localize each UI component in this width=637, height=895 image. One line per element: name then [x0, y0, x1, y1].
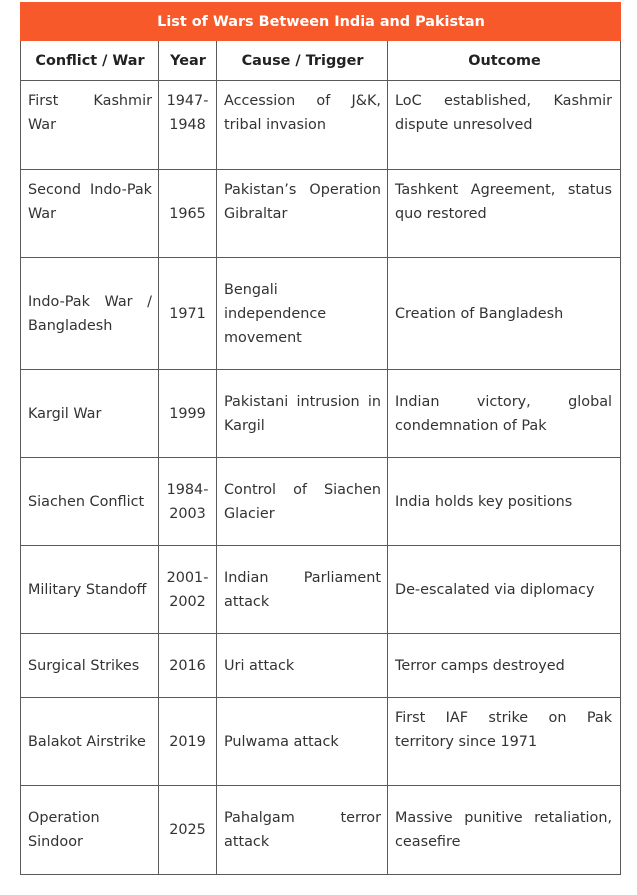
conflict-cell: Military Standoff: [21, 546, 159, 634]
column-header-year: Year: [159, 41, 217, 81]
year-cell: 2025: [159, 786, 217, 875]
conflict-cell: Operation Sindoor: [21, 786, 159, 875]
outcome-cell: First IAF strike on Pak territory since 1971: [388, 698, 621, 786]
cause-cell: Pahalgam terror attack: [217, 786, 388, 875]
year-cell: 2019: [159, 698, 217, 786]
column-header-outcome: Outcome: [388, 41, 621, 81]
outcome-cell: India holds key positions: [388, 458, 621, 546]
table-title: List of Wars Between India and Pakistan: [21, 3, 621, 41]
year-cell: 1984-2003: [159, 458, 217, 546]
table-row: [21, 458, 621, 546]
table-row: [21, 786, 621, 875]
wars-table: [20, 2, 621, 875]
year-cell: 2001-2002: [159, 546, 217, 634]
cause-cell: Indian Parliament attack: [217, 546, 388, 634]
table-header-row: [21, 41, 621, 81]
column-header-conflict: Conflict / War: [21, 41, 159, 81]
year-cell: 1965: [159, 170, 217, 258]
outcome-cell: Massive punitive retaliation, ceasefire: [388, 786, 621, 875]
conflict-cell: Siachen Conflict: [21, 458, 159, 546]
conflict-cell: Surgical Strikes: [21, 634, 159, 698]
outcome-cell: Creation of Bangladesh: [388, 258, 621, 370]
cause-cell: Accession of J&K, tribal invasion: [217, 81, 388, 170]
table-row: [21, 370, 621, 458]
conflict-cell: Balakot Airstrike: [21, 698, 159, 786]
conflict-cell: First Kashmir War: [21, 81, 159, 170]
conflict-cell: Second Indo-Pak War: [21, 170, 159, 258]
table-row: [21, 81, 621, 170]
outcome-cell: Tashkent Agreement, status quo restored: [388, 170, 621, 258]
table-row: [21, 698, 621, 786]
table-row: [21, 170, 621, 258]
table-title-row: [21, 3, 621, 41]
outcome-cell: De-escalated via diplomacy: [388, 546, 621, 634]
table-row: [21, 546, 621, 634]
year-cell: 1947-1948: [159, 81, 217, 170]
outcome-cell: LoC established, Kashmir dispute unresolved: [388, 81, 621, 170]
cause-cell: Pakistan’s Operation Gibraltar: [217, 170, 388, 258]
column-header-cause: Cause / Trigger: [217, 41, 388, 81]
conflict-cell: Kargil War: [21, 370, 159, 458]
year-cell: 1999: [159, 370, 217, 458]
table-row: [21, 258, 621, 370]
cause-cell: Pakistani intrusion in Kargil: [217, 370, 388, 458]
outcome-cell: Terror camps destroyed: [388, 634, 621, 698]
cause-cell: Bengali independence movement: [217, 258, 388, 370]
year-cell: 2016: [159, 634, 217, 698]
cause-cell: Pulwama attack: [217, 698, 388, 786]
cause-cell: Uri attack: [217, 634, 388, 698]
year-cell: 1971: [159, 258, 217, 370]
outcome-cell: Indian victory, global condemnation of Pak: [388, 370, 621, 458]
conflict-cell: Indo-Pak War / Bangladesh: [21, 258, 159, 370]
table-row: [21, 634, 621, 698]
cause-cell: Control of Siachen Glacier: [217, 458, 388, 546]
